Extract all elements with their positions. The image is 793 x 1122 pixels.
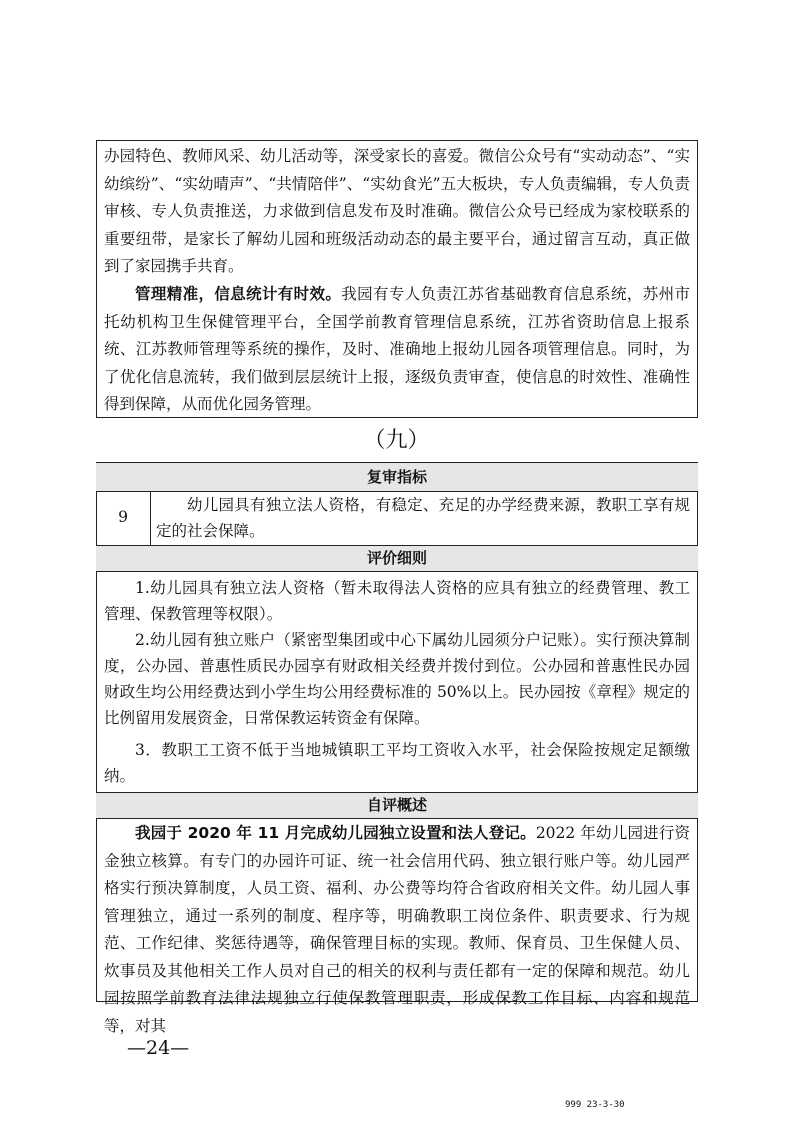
top-paragraph-2-heading: 管理精准，信息统计有时效。	[135, 285, 342, 303]
indicator-column-divider	[150, 491, 151, 545]
self-eval-heading: 我园于 2020 年 11 月完成幼儿园独立设置和法人登记。	[135, 824, 536, 842]
self-eval-text	[104, 820, 690, 1040]
top-paragraph-2	[104, 281, 690, 419]
criteria-item-2: 2.幼儿园有独立账户（紧密型集团或中心下属幼儿园须分户记账）。实行预决算制度，公办园、普惠性质民办园享有财政相关经费并拨付到位。公办园和普惠性民办园财政生均公用经费达到小学生均公用经费标准的 50%以上。民办园按《章程》规定的比例留用发展资金，日常保教运转资金有保障。	[104, 631, 690, 727]
criteria-item-1: 1.幼儿园具有独立法人资格（暂未取得法人资格的应具有独立的经费管理、教工管理、保教管理等权限）。	[104, 579, 690, 623]
indicator-number: 9	[118, 508, 128, 526]
top-paragraph-2-body: 我园有专人负责江苏省基础教育信息系统，苏州市托幼机构卫生保健管理平台，全国学前教育管理信息系统，江苏省资助信息上报系统、江苏教师管理等系统的操作，及时、准确地上报幼儿园各项管理信息。同时，为了优化信息流转，我们做到层层统计上报，逐级负责审查，使信息的时效性、准确性得到保障，从而优化园务管理。	[104, 285, 690, 413]
footer-code: 999 23-3-30	[565, 1100, 625, 1110]
criteria-item-3: 3．教职工工资不低于当地城镇职工平均工资收入水平，社会保险按规定足额缴纳。	[104, 741, 690, 785]
top-paragraph-1: 办园特色、教师风采、幼儿活动等，深受家长的喜爱。微信公众号有“实动动态”、“实幼缤纷”、“实幼晴声”、“共情陪伴”、“实幼食光”五大板块，专人负责编辑，专人负责审核、专人负责推送，力求做到信息发布及时准确。微信公众号已经成为家校联系的重要纽带，是家长了解幼儿园和班级活动动态的最主要平台，通过留言互动，真正做到了家园携手共育。	[104, 147, 690, 275]
section-title: （九）	[363, 428, 430, 453]
self-eval-body: 2022 年幼儿园进行资金独立核算。有专门的办园许可证、统一社会信用代码、独立银行账户等。幼儿园严格实行预决算制度，人员工资、福利、办公费等均符合省政府相关文件。幼儿园人事管理独立，通过一系列的制度、程序等，明确教职工岗位条件、职责要求、行为规范、工作纪律、奖惩待遇等，确保管理目标的实现。教师、保育员、卫生保健人员、炊事员及其他相关工作人员对自己的相关的权利与责任都有一定的保障和规范。幼儿园按照学前教育法律法规独立行使保教管理职责，形成保教工作目标、内容和规范等，对其	[104, 824, 691, 1035]
criteria-header: 评价细则	[96, 546, 698, 571]
self-eval-header: 自评概述	[96, 793, 698, 818]
page-number: —24—	[127, 1037, 190, 1059]
table-divider	[96, 571, 698, 572]
indicator-text: 幼儿园具有独立法人资格，有稳定、充足的办学经费来源，教职工享有规定的社会保障。	[156, 496, 690, 540]
table-divider	[96, 818, 698, 819]
indicator-header: 复审指标	[96, 463, 698, 491]
